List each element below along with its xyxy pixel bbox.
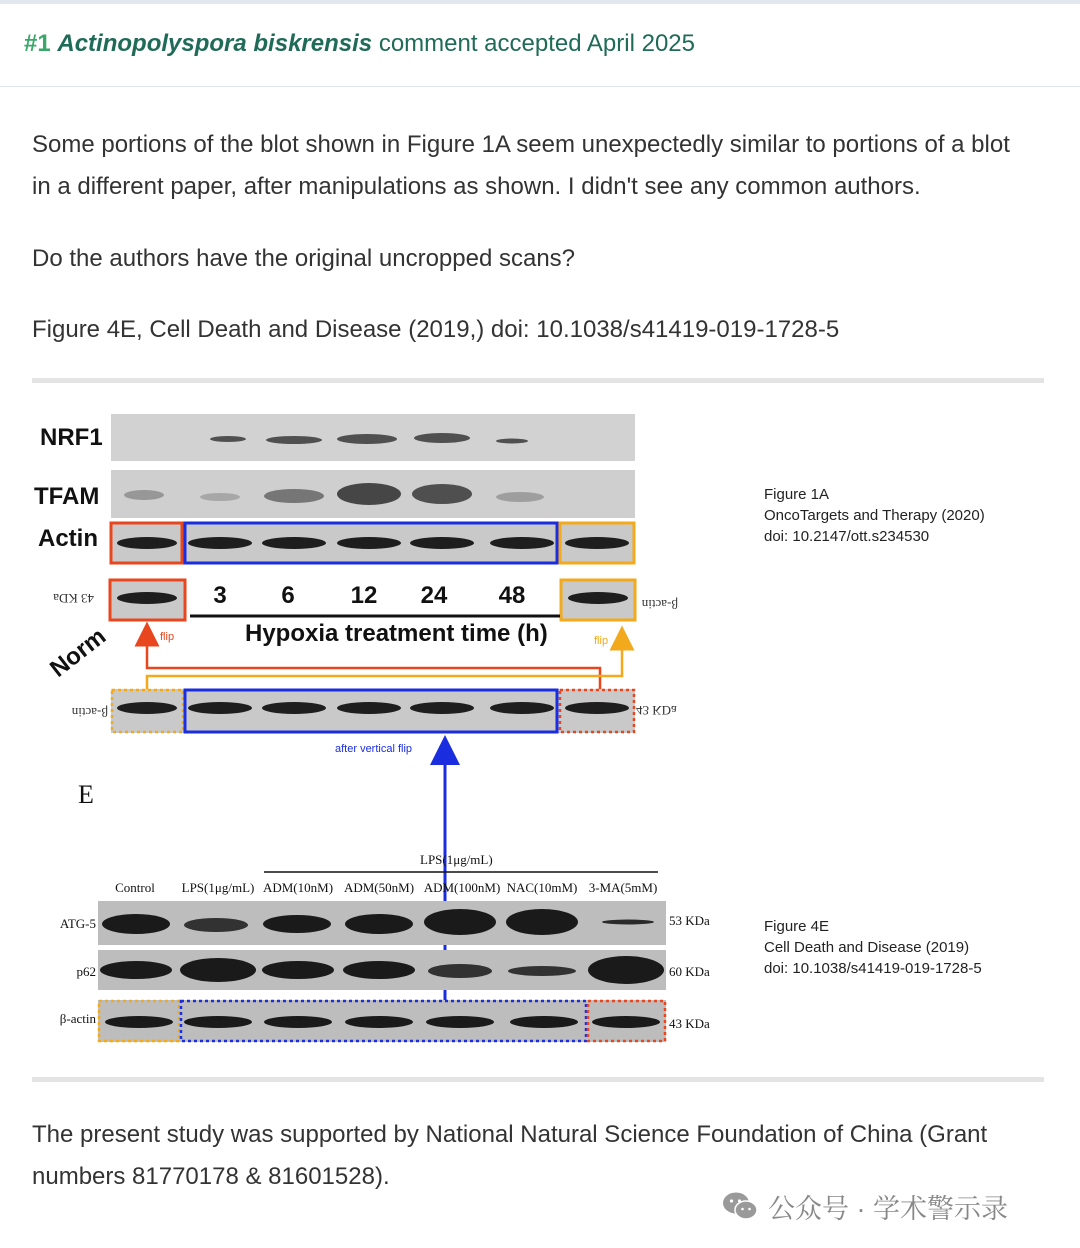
comparison-figure — [32, 390, 1044, 1070]
fig4e-column-header: 3-MA(5mM) — [588, 880, 658, 895]
figure-bottom-divider — [32, 1077, 1044, 1082]
fig1a-row-label-tfam: TFAM — [34, 483, 100, 510]
time-point: 48 — [498, 582, 526, 609]
comment-header — [0, 4, 1080, 87]
comment-paragraph-1: Some portions of the blot shown in Figure 1A seem unexpectedly similar to portions of a blot in a different paper, after manipulations as shown. I didn't see any common authors. — [32, 131, 1010, 200]
comment-number[interactable]: #1 — [24, 30, 51, 57]
fig1a-caption — [764, 486, 985, 545]
watermark — [722, 1186, 1008, 1226]
vflip-label-left: β-actin — [71, 705, 108, 720]
fig4e-column-header: LPS(1μg/mL) — [181, 880, 255, 895]
funding-paragraph: The present study was supported by National Natural Science Foundation of China (Grant numbers 81770178 & 81601528). — [32, 1121, 988, 1190]
time-axis-title: Hypoxia treatment time (h) — [245, 620, 548, 647]
comment-species[interactable]: Actinopolyspora biskrensis — [57, 30, 373, 57]
fig4e-panel-letter: E — [78, 780, 94, 809]
fig1a-row-label-nrf1: NRF1 — [40, 424, 103, 451]
comment-status: comment accepted April 2025 — [378, 30, 695, 57]
fig4e-column-header: ADM(50nM) — [343, 880, 415, 895]
flipped-red-band — [117, 592, 177, 604]
watermark-text: 公众号 · 学术警示录 — [768, 1193, 1008, 1224]
flip-label-right: flip — [594, 635, 609, 647]
time-point: 3 — [213, 582, 227, 609]
comment-paragraph-3: Figure 4E, Cell Death and Disease (2019,) doi: 10.1038/s41419-019-1728-5 — [32, 316, 840, 343]
figure-top-divider — [32, 378, 1044, 383]
fig4e-marker-atg5: 53 KDa — [669, 913, 710, 928]
time-point: 12 — [350, 582, 378, 609]
fig4e-column-header: Control — [115, 880, 155, 895]
fig1a-caption-line: OncoTargets and Therapy (2020) — [764, 507, 985, 524]
wechat-icon — [722, 1191, 758, 1221]
time-point: 24 — [420, 582, 448, 609]
after-vertical-flip-label: after vertical flip — [335, 743, 413, 755]
comment-title — [24, 30, 695, 58]
fig4e-row-label-p62: p62 — [76, 964, 96, 979]
vflip-marker-right: 43 KDa — [636, 703, 677, 718]
fig4e-caption-line: Figure 4E — [764, 918, 830, 935]
flipped-marker-left: 43 KDa — [53, 591, 94, 606]
flipped-orange-band — [568, 592, 628, 604]
fig4e-caption — [764, 918, 982, 977]
fig4e-caption-line: Cell Death and Disease (2019) — [764, 939, 970, 956]
fig4e-column-headers — [115, 880, 657, 895]
comment-paragraph-2: Do the authors have the original uncropped scans? — [32, 245, 576, 272]
fig4e-row-label-actin: β-actin — [59, 1011, 96, 1026]
fig1a-row-label-actin: Actin — [38, 525, 98, 552]
fig4e-column-header: ADM(100nM) — [423, 880, 501, 895]
flip-label-left: flip — [160, 631, 175, 643]
time-points — [213, 582, 525, 609]
fig4e-column-header: NAC(10mM) — [506, 880, 578, 895]
fig4e-marker-actin: 43 KDa — [669, 1016, 710, 1031]
fig4e-lps-group: LPS(1μg/mL) — [420, 852, 493, 867]
norm-label: Norm — [45, 622, 112, 683]
fig1a-caption-line: doi: 10.2147/ott.s234530 — [764, 528, 930, 545]
fig1a-caption-line: Figure 1A — [764, 486, 830, 503]
fig4e-column-header: ADM(10nM) — [262, 880, 334, 895]
flipped-label-right: β-actin — [641, 597, 678, 612]
comparison-figure-svg — [32, 390, 1044, 1070]
fig4e-row-label-atg5: ATG-5 — [59, 916, 96, 931]
time-point: 6 — [281, 582, 295, 609]
fig4e-marker-p62: 60 KDa — [669, 964, 710, 979]
fig4e-caption-line: doi: 10.1038/s41419-019-1728-5 — [764, 960, 982, 977]
